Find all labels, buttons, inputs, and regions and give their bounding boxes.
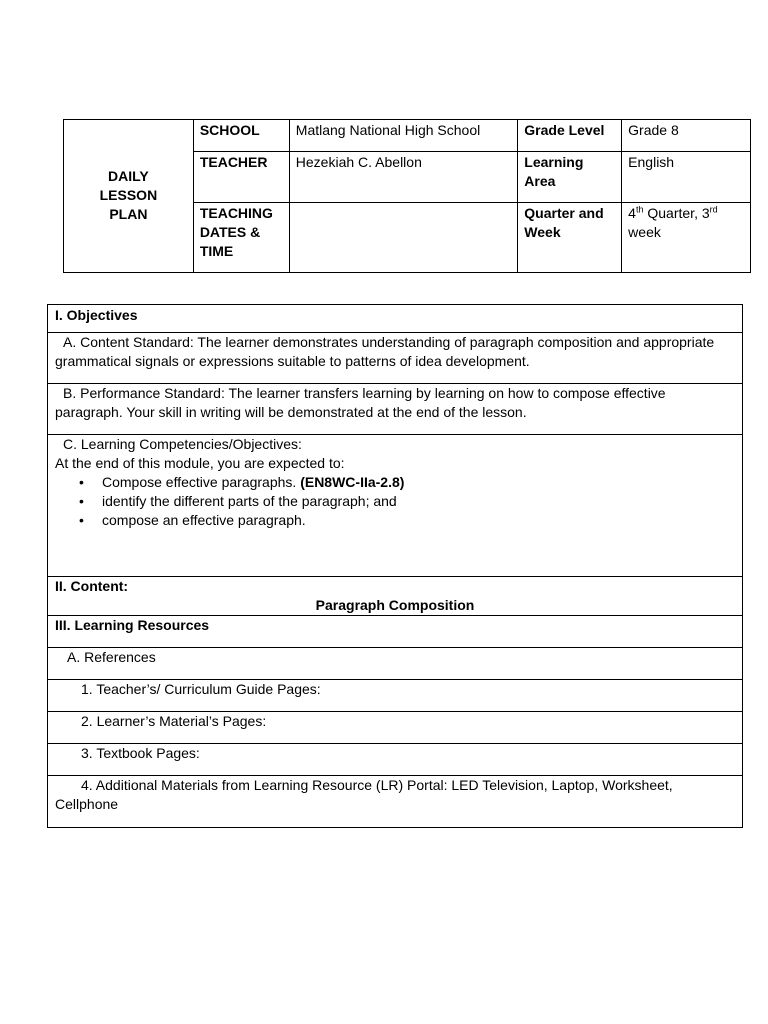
lesson-plan-body-table (47, 304, 743, 828)
lesson-plan-header-table (63, 119, 751, 273)
competencies-list (55, 473, 735, 530)
teacher-value: Hezekiah C. Abellon (289, 152, 518, 203)
grade-level-value: Grade 8 (622, 120, 751, 152)
content-standard: A. Content Standard: The learner demonstrates understanding of paragraph composition and appropriate grammatical signals or expressions suitable to patterns of idea development. (48, 333, 743, 384)
school-value: Matlang National High School (289, 120, 518, 152)
reference-item: 2. Learner’s Material’s Pages: (48, 712, 743, 744)
title-line: PLAN (109, 206, 148, 222)
performance-standard: B. Performance Standard: The learner transfers learning by learning on how to compose effective paragraph. Your skill in writing will be demonstrated at the end of the lesson. (48, 384, 743, 435)
title-line: LESSON (99, 187, 158, 203)
learning-area-label: Learning Area (518, 152, 622, 203)
reference-item: 1. Teacher’s/ Curriculum Guide Pages: (48, 680, 743, 712)
reference-item: 4. Additional Materials from Learning Resource (LR) Portal: LED Television, Laptop, Worksheet, Cellphone (48, 776, 743, 828)
teaching-dates-value (289, 203, 518, 273)
learning-area-value: English (622, 152, 751, 203)
school-label: SCHOOL (193, 120, 289, 152)
content-section (48, 577, 743, 616)
teacher-label: TEACHER (193, 152, 289, 203)
resources-heading: III. Learning Resources (48, 616, 743, 648)
list-item: • compose an effective paragraph. (79, 511, 735, 530)
learning-competencies (48, 435, 743, 577)
grade-level-label: Grade Level (518, 120, 622, 152)
competencies-heading: C. Learning Competencies/Objectives: (63, 436, 302, 452)
reference-item: 3. Textbook Pages: (48, 744, 743, 776)
objectives-heading: I. Objectives (48, 305, 743, 333)
teaching-dates-label: TEACHING DATES & TIME (193, 203, 289, 273)
content-heading: II. Content: (55, 578, 129, 594)
competencies-intro: At the end of this module, you are expected to: (55, 455, 345, 471)
content-title: Paragraph Composition (315, 597, 475, 613)
title-line: DAILY (108, 168, 149, 184)
list-item: • Compose effective paragraphs. (EN8WC-IIa-2.8) (79, 473, 735, 492)
quarter-week-value: 4th Quarter, 3rd week (622, 203, 751, 273)
references-row: A. References (48, 648, 743, 680)
list-item: • identify the different parts of the paragraph; and (79, 492, 735, 511)
dlp-title (64, 120, 194, 273)
quarter-week-label: Quarter and Week (518, 203, 622, 273)
